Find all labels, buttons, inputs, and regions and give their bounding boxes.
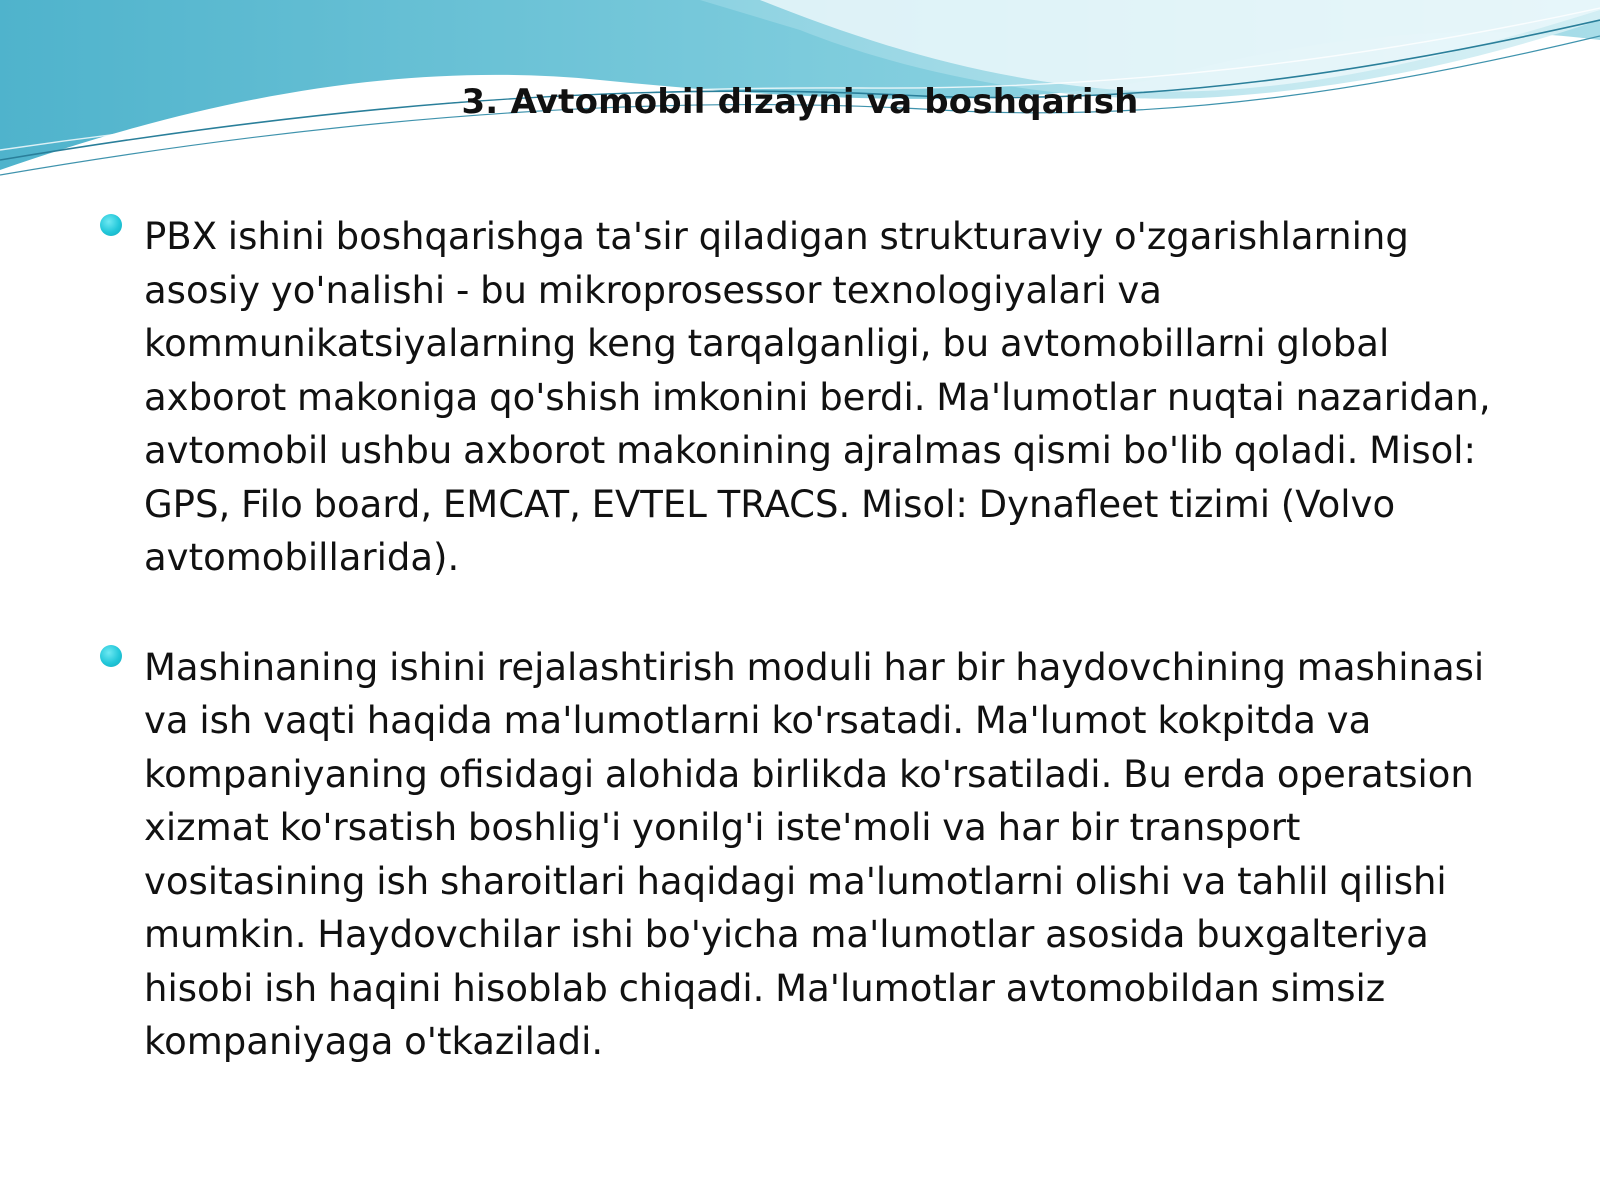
bullet-item: [96, 641, 1516, 1069]
bullet-dot-icon: [100, 214, 122, 236]
slide-title: 3. Avtomobil dizayni va boshqarish: [461, 82, 1139, 122]
bullet-text: Mashinaning ishini rejalashtirish moduli har bir haydovchining mashinasi va ish vaqti haqida ma'lumotlarni ko'rsatadi. Ma'lumot kokpitda va kompaniyaning ofisidagi alohida birlikda ko'rsatiladi. Bu erda operatsion xizmat ko'rsatish boshlig'i yonilg'i iste'moli va har bir transport vositasining ish sharoitlari haqidagi ma'lumotlarni olishi va tahlil qilishi mumkin. Haydovchilar ishi bo'yicha ma'lumotlar asosida buxgalteriya hisobi ish haqini hisoblab chiqadi. Ma'lumotlar avtomobildan simsiz kompaniyaga o'tkaziladi.: [144, 645, 1485, 1063]
bullet-dot-icon: [100, 645, 122, 667]
bullet-item: [96, 210, 1516, 585]
bullet-list: [96, 210, 1516, 1125]
bullet-text: PBX ishini boshqarishga ta'sir qiladigan strukturaviy o'zgarishlarning asosiy yo'nalishi - bu mikroprosessor texnologiyalari va kommunikatsiyalarning keng tarqalganligi, bu avtomobillarni global axborot makoniga qo'shish imkonini berdi. Ma'lumotlar nuqtai nazaridan, avtomobil ushbu axborot makonining ajralmas qismi bo'lib qoladi. Misol: GPS, Filo board, EMCAT, EVTEL TRACS. Misol: Dynafleet tizimi (Volvo avtomobillarida).: [144, 215, 1491, 579]
